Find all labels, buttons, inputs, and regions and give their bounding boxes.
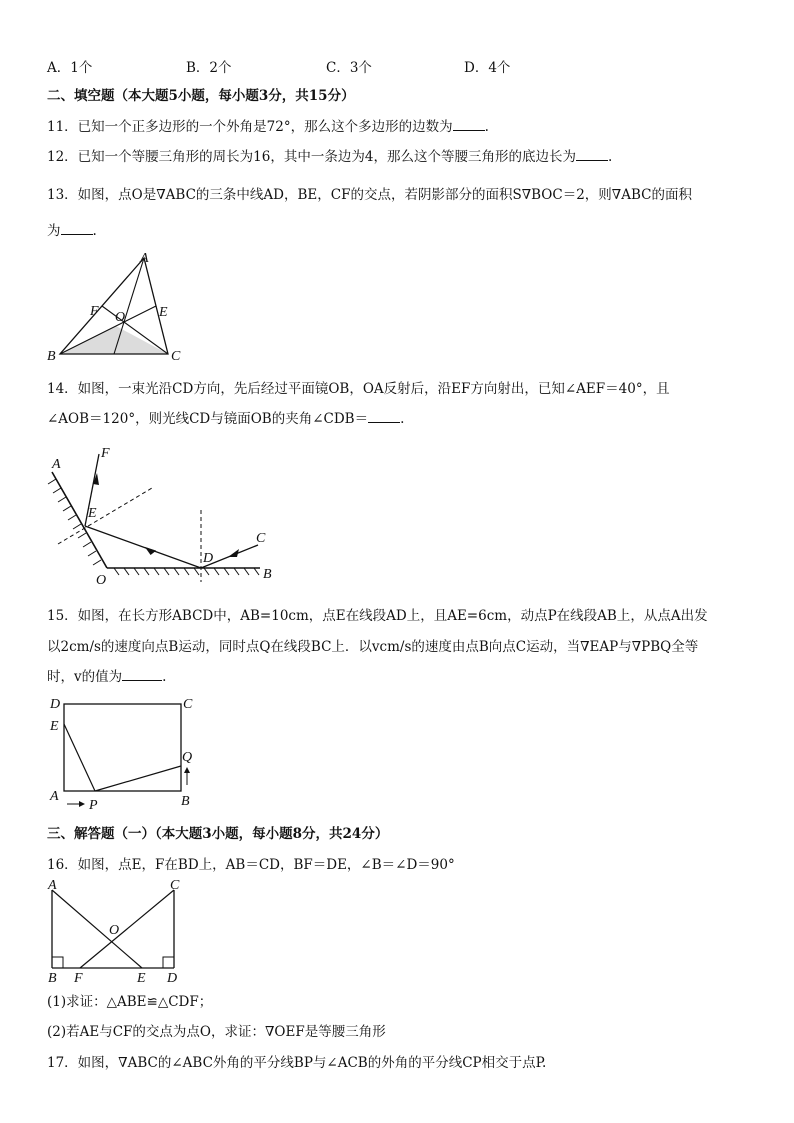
option-b: B．2个: [186, 60, 232, 76]
q16-label-a: A: [48, 878, 57, 893]
question-12: [47, 148, 612, 166]
q13-end: .: [92, 223, 97, 239]
q17-line1: 17．如图，∇ABC的∠ABC外角的平分线BP与∠ACB的外角的平分线CP相交于点P.: [47, 1055, 547, 1071]
q15-label-d: D: [50, 697, 61, 712]
q16-part1: (1)求证：△ABE≌△CDF；: [47, 994, 213, 1010]
q11-answer-blank[interactable]: [453, 118, 485, 131]
q14-answer-blank[interactable]: [368, 410, 400, 423]
q13-label-c: C: [171, 349, 181, 364]
q15-label-a: A: [50, 789, 59, 804]
q13-label-b: B: [47, 349, 56, 364]
q14-line1: 14．如图，一束光沿CD方向，先后经过平面镜OB，OA反射后，沿EF方向射出，已知∠AEF＝40°，且: [47, 381, 670, 397]
option-d: D．4个: [464, 60, 511, 76]
q13-label-f: F: [90, 304, 99, 319]
q13-label-e: E: [159, 305, 168, 320]
q14-mirror-figure: [40, 442, 280, 587]
q14-line2-text: ∠AOB＝120°，则光线CD与镜面OB的夹角∠CDB＝: [47, 411, 369, 427]
q16-figure: [40, 878, 190, 986]
q15-line1: 15．如图，在长方形ABCD中，AB=10cm，点E在线段AD上，且AE=6cm，动点P在线段AB上，从点A出发: [47, 608, 708, 624]
q16-label-b: B: [48, 971, 57, 986]
q14-end: .: [400, 411, 405, 427]
section-3-title: 三、解答题（一）（本大题3小题，每小题8分，共24分）: [47, 826, 389, 842]
option-c: C．3个: [326, 60, 372, 76]
q16-label-f: F: [74, 971, 83, 986]
q15-answer-blank[interactable]: [122, 668, 162, 681]
q16-label-d: D: [167, 971, 178, 986]
q15-line3-text: 时，v的值为: [47, 669, 123, 685]
q15-label-p: P: [89, 798, 98, 810]
question-11: [47, 118, 489, 136]
q15-label-q: Q: [182, 750, 193, 765]
q13-line2: [47, 222, 97, 240]
q12-end: .: [607, 149, 613, 165]
q13-line2-text: 为: [47, 223, 61, 239]
q13-line1: 13．如图，点O是∇ABC的三条中线AD，BE，CF的交点，若阴影部分的面积S∇BOC＝2，则∇ABC的面积: [47, 187, 692, 203]
q14-label-c: C: [256, 531, 266, 546]
q16-label-c: C: [170, 878, 180, 893]
q15-label-b: B: [181, 794, 190, 809]
q13-label-a: A: [140, 251, 149, 266]
section-2-title: 二、填空题（本大题5小题，每小题3分，共15分）: [47, 88, 355, 104]
q15-label-e: E: [50, 719, 59, 734]
q14-label-b: B: [263, 567, 272, 582]
q15-end: .: [162, 669, 167, 685]
q16-label-e: E: [137, 971, 146, 986]
q14-label-f: F: [101, 446, 110, 461]
q13-triangle-figure: [40, 248, 200, 366]
q13-label-o: O: [115, 310, 126, 325]
q11-text: 11．已知一个正多边形的一个外角是72°，那么这个多边形的边数为: [47, 119, 453, 135]
q15-line2: 以2cm/s的速度向点B运动，同时点Q在线段BC上．以vcm/s的速度由点B向点C运动，当∇EAP与∇PBQ全等: [47, 639, 699, 655]
q14-label-e: E: [88, 506, 97, 521]
q14-label-d: D: [203, 551, 214, 566]
q15-line3: [47, 668, 166, 686]
q14-label-a: A: [52, 457, 61, 472]
q13-answer-blank[interactable]: [61, 222, 93, 235]
q16-line1: 16．如图，点E，F在BD上，AB＝CD，BF＝DE，∠B＝∠D＝90°: [47, 857, 455, 873]
q12-answer-blank[interactable]: [576, 148, 608, 161]
q14-line2: [47, 410, 404, 428]
q14-label-o: O: [96, 573, 107, 587]
q16-part2: (2)若AE与CF的交点为点O，求证：∇OEF是等腰三角形: [47, 1024, 386, 1040]
q15-label-c: C: [183, 697, 193, 712]
option-a: A．1个: [47, 60, 93, 76]
q15-rectangle-figure: [40, 692, 210, 810]
q12-text: 12．已知一个等腰三角形的周长为16，其中一条边为4，那么这个等腰三角形的底边长为: [47, 149, 576, 165]
q11-end: .: [484, 119, 489, 135]
q16-label-o: O: [109, 923, 120, 938]
